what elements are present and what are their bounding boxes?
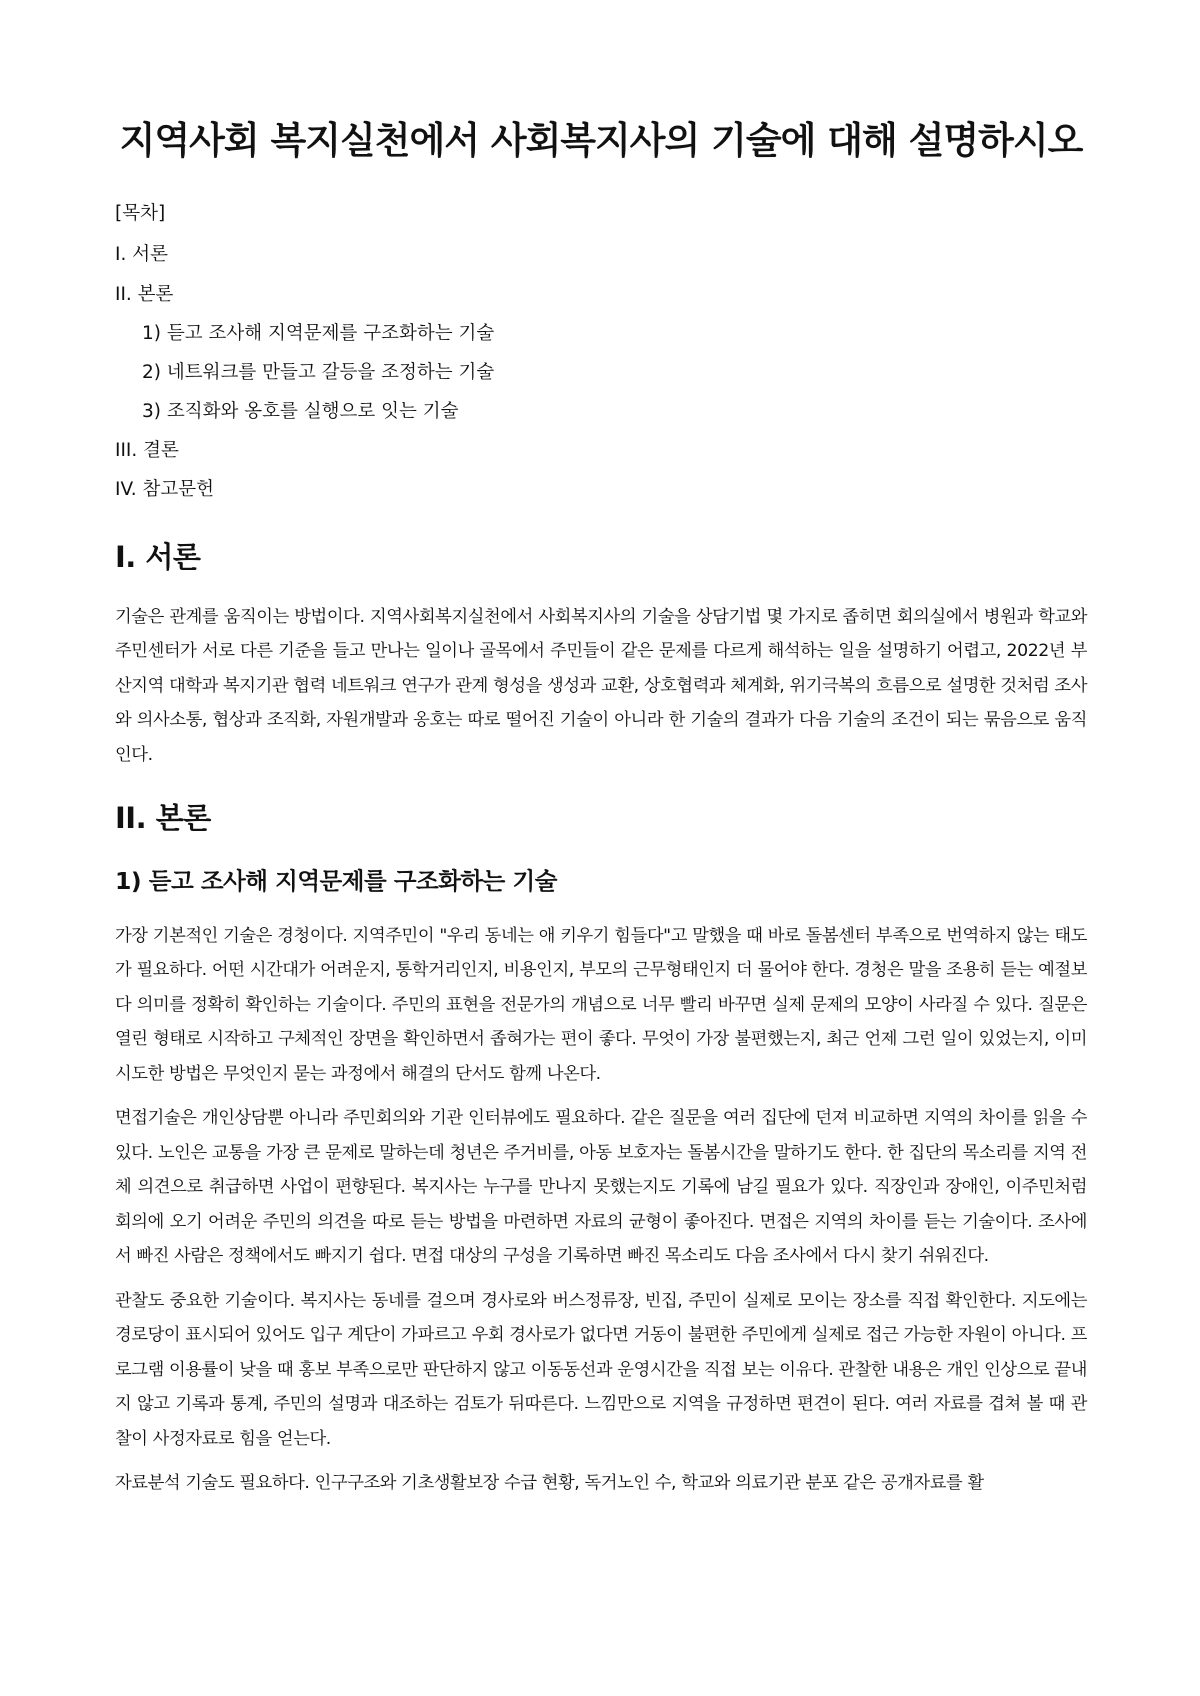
table-of-contents: [115, 202, 1087, 501]
body-paragraph: 자료분석 기술도 필요하다. 인구구조와 기초생활보장 수급 현황, 독거노인 수, 학교와 의료기관 분포 같은 공개자료를 활: [115, 1473, 984, 1494]
body-paragraph: 관찰도 중요한 기술이다. 복지사는 동네를 걸으며 경사로와 버스정류장, 빈집, 주민이 실제로 모이는 장소를 직접 확인한다. 지도에는 경로당이 표시되어 있어도 입구 계단이 가파르고 우회 경사로가 없다면 거동이 불편한 주민에게 실제로 접근 가능한 자원이 아니다. 프로그램 이용률이 낮을 때 홍보 부족으로만 판단하지 않고 이동동선과 운영시간을 직접 보는 이유다. 관찰한 내용은 개인 인상으로 끝내지 않고 기록과 통계, 주민의 설명과 대조하는 검토가 뒤따른다. 느낌만으로 지역을 규정하면 편견이 된다. 여러 자료를 겹쳐 볼 때 관찰이 사정자료로 힘을 얻는다.: [115, 1290, 1087, 1449]
toc-item-references: IV. 참고문헌: [115, 479, 214, 501]
section-intro: [115, 539, 1087, 772]
subsection-heading-1: 1) 듣고 조사해 지역문제를 구조화하는 기술: [115, 867, 557, 896]
subsection-1: [115, 866, 1087, 1501]
document-title: 지역사회 복지실천에서 사회복지사의 기술에 대해 설명하시오: [119, 119, 1083, 162]
section-heading-intro: I. 서론: [115, 540, 201, 575]
body-paragraph: 가장 기본적인 기술은 경청이다. 지역주민이 "우리 동네는 애 키우기 힘들다"고 말했을 때 바로 돌봄센터 부족으로 번역하지 않는 태도가 필요하다. 어떤 시간대가 어려운지, 통학거리인지, 비용인지, 부모의 근무형태인지 더 물어야 한다. 경청은 말을 조용히 듣는 예절보다 의미를 정확히 확인하는 기술이다. 주민의 표현을 전문가의 개념으로 너무 빨리 바꾸면 실제 문제의 모양이 사라질 수 있다. 질문은 열린 형태로 시작하고 구체적인 장면을 확인하면서 좁혀가는 편이 좋다. 무엇이 가장 불편했는지, 최근 언제 그런 일이 있었는지, 이미 시도한 방법은 무엇인지 묻는 과정에서 해결의 단서도 함께 나온다.: [115, 925, 1087, 1084]
toc-item-body-2: 2) 네트워크를 만들고 갈등을 조정하는 기술: [142, 361, 495, 383]
toc-item-body-1: 1) 듣고 조사해 지역문제를 구조화하는 기술: [142, 322, 495, 344]
toc-item-body-3: 3) 조직화와 옹호를 실행으로 잇는 기술: [142, 400, 459, 422]
toc-item-body: II. 본론: [115, 283, 174, 305]
toc-label: [목차]: [115, 203, 166, 225]
toc-item-intro: I. 서론: [115, 244, 168, 266]
toc-list: [115, 243, 1087, 501]
toc-item-conclusion: III. 결론: [115, 440, 179, 461]
intro-paragraph: 기술은 관계를 움직이는 방법이다. 지역사회복지실천에서 사회복지사의 기술을 상담기법 몇 가지로 좁히면 회의실에서 병원과 학교와 주민센터가 서로 다른 기준을 들고 만나는 일이나 골목에서 주민들이 같은 문제를 다르게 해석하는 일을 설명하기 어렵고, 2022년 부산지역 대학과 복지기관 협력 네트워크 연구가 관계 형성을 생성과 교환, 상호협력과 체계화, 위기극복의 흐름으로 설명한 것처럼 조사와 의사소통, 협상과 조직화, 자원개발과 옹호는 따로 떨어진 기술이 아니라 한 기술의 결과가 다음 기술의 조건이 되는 묶음으로 움직인다.: [115, 606, 1087, 765]
body-paragraph: 면접기술은 개인상담뿐 아니라 주민회의와 기관 인터뷰에도 필요하다. 같은 질문을 여러 집단에 던져 비교하면 지역의 차이를 읽을 수 있다. 노인은 교통을 가장 큰 문제로 말하는데 청년은 주거비를, 아동 보호자는 돌봄시간을 말하기도 한다. 한 집단의 목소리를 지역 전체 의견으로 취급하면 사업이 편향된다. 복지사는 누구를 만나지 못했는지도 기록에 남길 필요가 있다. 직장인과 장애인, 이주민처럼 회의에 오기 어려운 주민의 의견을 따로 듣는 방법을 마련하면 자료의 균형이 좋아진다. 면접은 지역의 차이를 듣는 기술이다. 조사에서 빠진 사람은 정책에서도 빠지기 쉽다. 면접 대상의 구성을 기록하면 빠진 목소리도 다음 조사에서 다시 찾기 쉬워진다.: [115, 1108, 1087, 1267]
section-body: [115, 800, 1087, 1501]
section-heading-body: II. 본론: [115, 801, 211, 835]
